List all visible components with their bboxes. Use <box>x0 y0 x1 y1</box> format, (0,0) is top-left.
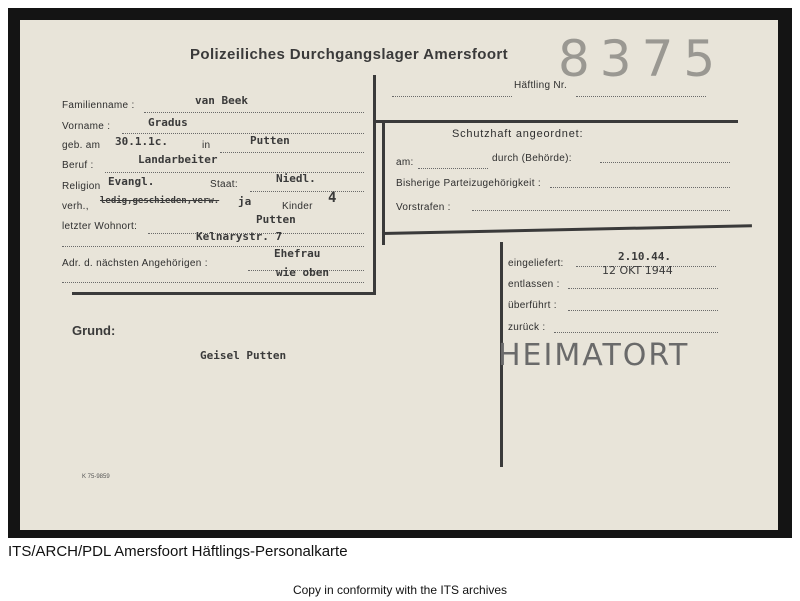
geb-am-label: geb. am <box>62 140 101 151</box>
right-top-divider <box>373 120 738 123</box>
am-label: am: <box>396 157 414 168</box>
beruf-value: Landarbeiter <box>138 153 218 166</box>
entlassen-label: entlassen : <box>508 279 560 290</box>
prisoner-card <box>20 20 778 530</box>
staat-label: Staat: <box>210 179 238 190</box>
angehoerige-value-1: Ehefrau <box>274 247 321 260</box>
eingeliefert-label: eingeliefert: <box>508 258 564 269</box>
wohnort-value: Putten <box>256 213 296 226</box>
partei-label: Bisherige Parteizugehörigkeit : <box>396 178 541 189</box>
durch-label: durch (Behörde): <box>492 153 572 164</box>
card-title: Polizeiliches Durchgangslager Amersfoort <box>190 46 509 63</box>
left-box-bottom-border <box>72 292 376 295</box>
haeftling-dotline-2 <box>576 96 706 97</box>
kinder-value: 4 <box>328 190 337 206</box>
staat-line <box>250 191 364 192</box>
am-line <box>418 168 488 169</box>
religion-value: Evangl. <box>108 175 155 188</box>
schutzhaft-label: Schutzhaft angeordnet: <box>452 128 584 140</box>
vorname-label: Vorname : <box>62 121 111 132</box>
religion-label: Religion <box>62 181 101 192</box>
grund-label: Grund: <box>72 323 116 338</box>
vorname-line <box>122 133 364 134</box>
angehoerige-line-2 <box>62 282 364 283</box>
prisoner-number: 8375 <box>558 30 726 88</box>
partei-line <box>550 187 730 188</box>
geb-am-value: 30.1.1c. <box>115 135 168 148</box>
wohnort-street-value: Kelnarystr. 7 <box>196 230 283 243</box>
ueberfuehrt-label: überführt : <box>508 300 557 311</box>
vorname-value: Gradus <box>148 116 188 129</box>
verh-label: verh., <box>62 201 89 212</box>
angehoerige-label: Adr. d. nächsten Angehörigen : <box>62 258 208 269</box>
kinder-label: Kinder <box>282 201 313 212</box>
copy-note: Copy in conformity with the ITS archives <box>292 583 508 597</box>
form-code: K 75-9859 <box>82 474 110 480</box>
staat-value: Niedl. <box>276 172 316 185</box>
verh-value: ja <box>238 195 252 208</box>
heimatort-stamp: HEIMATORT <box>498 338 690 373</box>
ueberfuehrt-line <box>568 310 718 311</box>
left-box-right-border <box>373 75 376 295</box>
durch-line <box>600 162 730 163</box>
geb-line <box>220 152 364 153</box>
familienname-label: Familienname : <box>62 100 135 111</box>
schutzhaft-box-bottom <box>382 224 752 235</box>
vorstrafen-line <box>472 210 730 211</box>
zurueck-line <box>554 332 718 333</box>
grund-value: Geisel Putten <box>200 349 287 362</box>
haeftling-label: Häftling Nr. <box>514 80 568 91</box>
beruf-line <box>105 172 364 173</box>
entlassen-line <box>568 288 718 289</box>
geb-in-label: in <box>202 140 211 151</box>
zurueck-label: zurück : <box>508 322 546 333</box>
geb-in-value: Putten <box>250 134 290 147</box>
haeftling-dotline <box>392 96 512 97</box>
entlassen-stamp: 12 OKT 1944 <box>602 264 673 277</box>
archive-caption: ITS/ARCH/PDL Amersfoort Häftlings-Personalkarte <box>8 543 348 560</box>
familienname-value: van Beek <box>195 94 248 107</box>
angehoerige-value-2: wie oben <box>276 266 329 279</box>
eingeliefert-value: 2.10.44. <box>618 250 671 263</box>
wohnort-label: letzter Wohnort: <box>62 221 138 232</box>
beruf-label: Beruf : <box>62 160 94 171</box>
familienname-line <box>144 112 364 113</box>
vorstrafen-label: Vorstrafen : <box>396 202 451 213</box>
schutzhaft-box-left <box>382 120 385 245</box>
verh-struck-value: ledig,geschieden,verw. <box>100 196 220 206</box>
